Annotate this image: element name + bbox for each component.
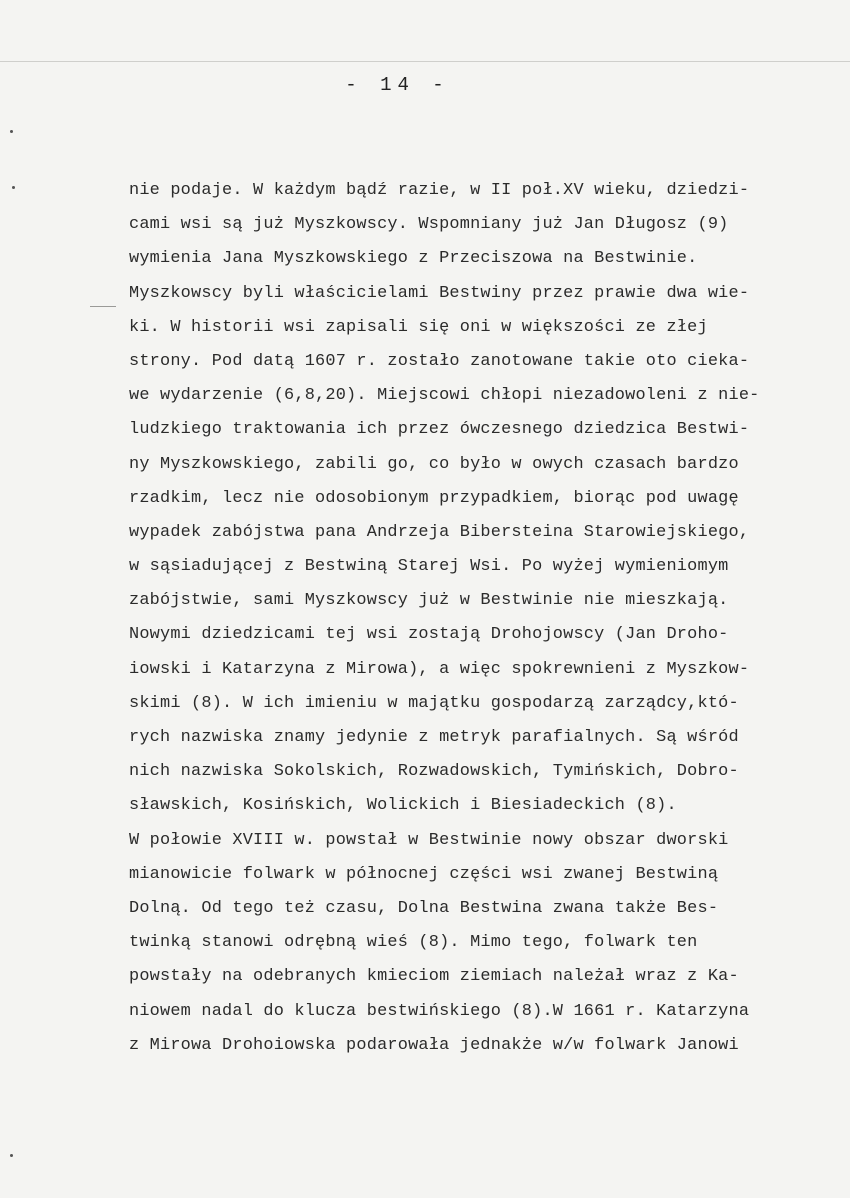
text-line: cami wsi są już Myszkowscy. Wspomniany już Jan Długosz (9)	[129, 215, 729, 235]
punch-mark	[12, 186, 15, 189]
text-line: sławskich, Kosińskich, Wolickich i Biesiadeckich (8).	[129, 796, 677, 816]
text-line: zabójstwie, sami Myszkowscy już w Bestwinie nie mieszkają.	[129, 591, 729, 611]
text-line: Nowymi dziedzicami tej wsi zostają Drohojowscy (Jan Droho-	[129, 625, 729, 645]
text-line: rych nazwiska znamy jedynie z metryk parafialnych. Są wśród	[129, 728, 739, 747]
text-line: iowski i Katarzyna z Mirowa), a więc spokrewnieni z Myszkow-	[129, 659, 750, 679]
margin-mark	[90, 306, 116, 307]
text-line: ki. W historii wsi zapisali się oni w większości ze złej	[129, 317, 708, 337]
punch-mark	[10, 1154, 13, 1157]
paper-fold-line	[0, 61, 850, 62]
punch-mark	[10, 130, 13, 133]
text-line: we wydarzenie (6,8,20). Miejscowi chłopi niezadowoleni z nie-	[129, 386, 760, 406]
text-line: Myszkowscy byli właścicielami Bestwiny przez prawie dwa wie-	[129, 283, 750, 303]
body-text	[129, 174, 779, 1063]
text-line: skimi (8). W ich imieniu w majątku gospodarzą zarządcy,któ-	[129, 693, 739, 713]
text-line: strony. Pod datą 1607 r. zostało zanotowane takie oto cieka-	[129, 351, 750, 371]
text-line: wypadek zabójstwa pana Andrzeja Bibersteina Starowiejskiego,	[129, 522, 750, 542]
text-line: ny Myszkowskiego, zabili go, co było w owych czasach bardzo	[129, 454, 739, 474]
text-line: twinką stanowi odrębną wieś (8). Mimo tego, folwark ten	[129, 933, 698, 953]
text-line: nie podaje. W każdym bądź razie, w II poł.XV wieku, dziedzi-	[129, 181, 750, 200]
text-line: rzadkim, lecz nie odosobionym przypadkiem, biorąc pod uwagę	[129, 488, 739, 508]
text-line: W połowie XVIII w. powstał w Bestwinie nowy obszar dworski	[129, 830, 729, 850]
text-line: ludzkiego traktowania ich przez ówczesnego dziedzica Bestwi-	[129, 420, 750, 440]
text-line: niowem nadal do klucza bestwińskiego (8).W 1661 r. Katarzyna	[129, 1001, 750, 1021]
text-line: nich nazwiska Sokolskich, Rozwadowskich, Tymińskich, Dobro-	[129, 762, 739, 782]
text-line: z Mirowa Drohoiowska podarowała jednakże w/w folwark Janowi	[129, 1035, 739, 1055]
text-line: wymienia Jana Myszkowskiego z Przeciszowa na Bestwinie.	[129, 249, 698, 269]
text-line: powstały na odebranych kmieciom ziemiach należał wraz z Ka-	[129, 967, 739, 987]
text-line: w sąsiadującej z Bestwiną Starej Wsi. Po wyżej wymieniomym	[129, 557, 729, 577]
text-line: Dolną. Od tego też czasu, Dolna Bestwina zwana także Bes-	[129, 898, 719, 918]
text-line: mianowicie folwark w północnej części wsi zwanej Bestwiną	[129, 864, 719, 884]
page-number: - 14 -	[345, 74, 450, 96]
